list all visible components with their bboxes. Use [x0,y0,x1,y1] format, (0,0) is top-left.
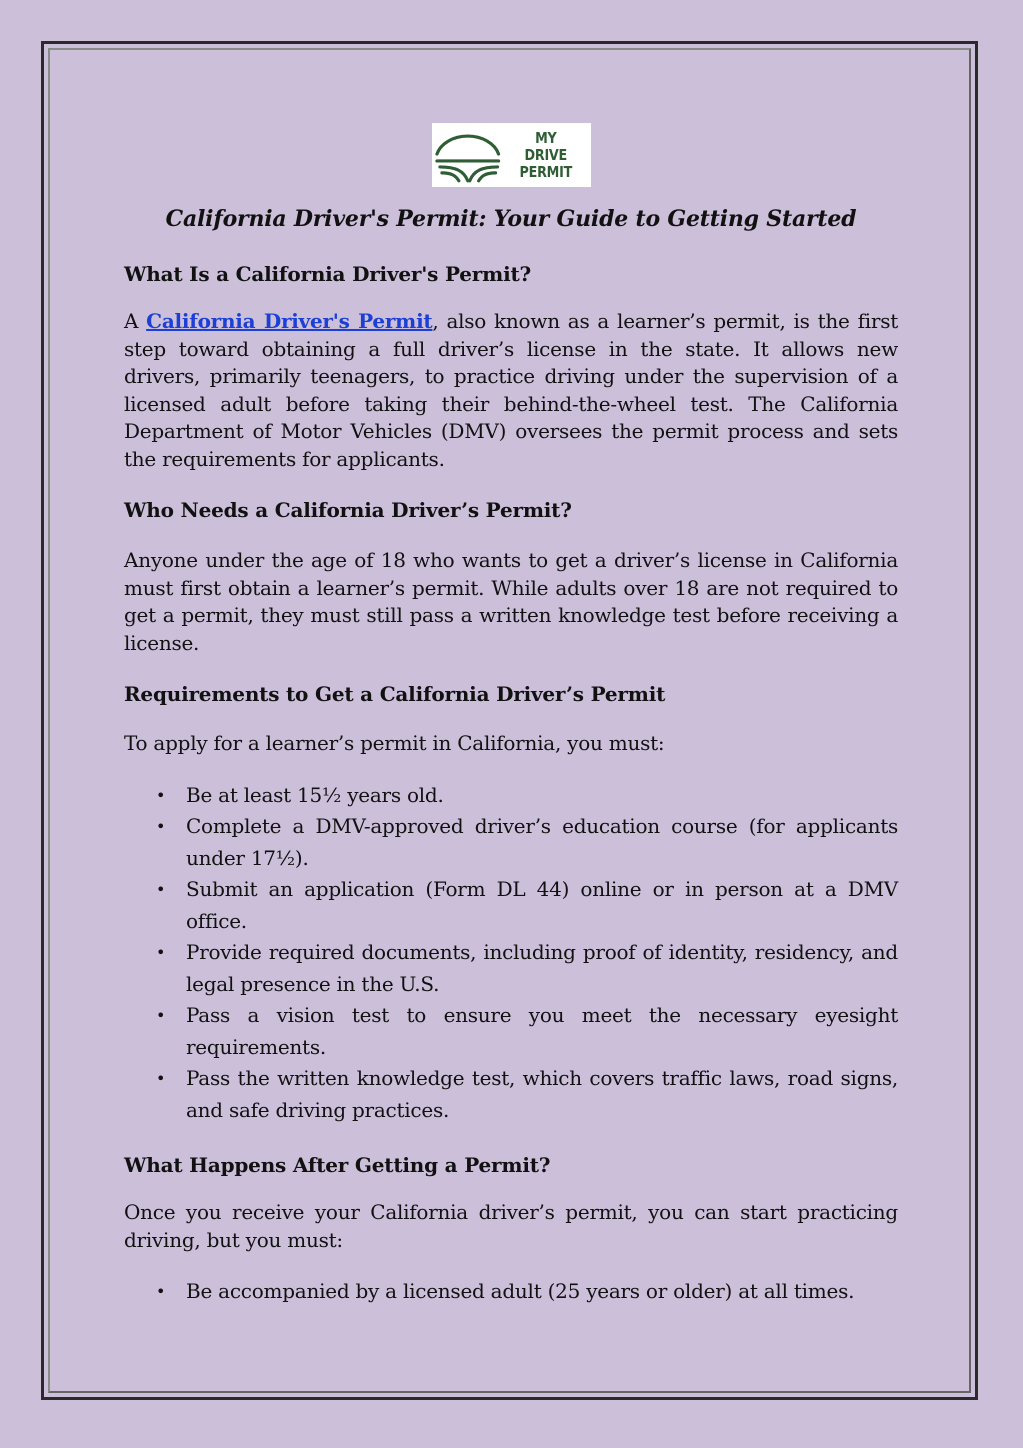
section-intro-requirements: To apply for a learner’s permit in California, you must: [124,731,665,755]
section-intro-after-permit: Once you receive your California driver’s permit, you can start practicing driving, but you must: [124,1200,898,1252]
logo [432,123,591,187]
requirements-list [124,780,898,1127]
list-item: • Provide required documents, including proof of identity, residency, and legal presence in the U.S. [186,937,898,1000]
logo-line-1: MY DRIVE [524,128,567,164]
paragraph-suffix: , also known as a learner’s permit, is the first step toward obtaining a full driver’s license in the state. It allows new drivers, primarily teenagers, to practice driving under the supervision of a licensed adult before taking their behind-the-wheel test. The California Department of Motor Vehicles (DMV) oversees the permit process and sets the requirements for applicants. [124,309,898,471]
section-heading-who-needs: Who Needs a California Driver’s Permit? [124,498,572,522]
document-body [124,200,898,1308]
section-heading-after-permit: What Happens After Getting a Permit? [124,1153,551,1177]
document-title: California Driver's Permit: Your Guide to Getting Started [165,206,857,232]
list-item: • Pass a vision test to ensure you meet the necessary eyesight requirements. [186,1000,898,1063]
road-arch-logo-icon [434,127,504,183]
list-item: • Pass the written knowledge test, which covers traffic laws, road signs, and safe driving practices. [186,1063,898,1126]
list-item: • Be accompanied by a licensed adult (25 years or older) at all times. [186,1276,898,1308]
section-heading-what-is: What Is a California Driver's Permit? [124,262,532,286]
list-item: • Be at least 15½ years old. [186,780,898,812]
section-paragraph-what-is [124,308,898,473]
section-paragraph-who-needs: Anyone under the age of 18 who wants to get a driver’s license in California must first obtain a learner’s permit. While adults over 18 are not required to get a permit, they must still pass a written knowledge test before receiving a license. [124,548,898,655]
california-permit-link[interactable]: California Driver's Permit [146,309,433,333]
list-item: • Submit an application (Form DL 44) online or in person at a DMV office. [186,874,898,937]
list-item: • Complete a DMV-approved driver’s education course (for applicants under 17½). [186,811,898,874]
section-heading-requirements: Requirements to Get a California Driver’s Permit [124,682,666,706]
paragraph-prefix: A [124,309,147,333]
after-permit-list [124,1276,898,1308]
logo-wordmark [512,130,580,181]
logo-line-2: PERMIT [519,162,572,181]
